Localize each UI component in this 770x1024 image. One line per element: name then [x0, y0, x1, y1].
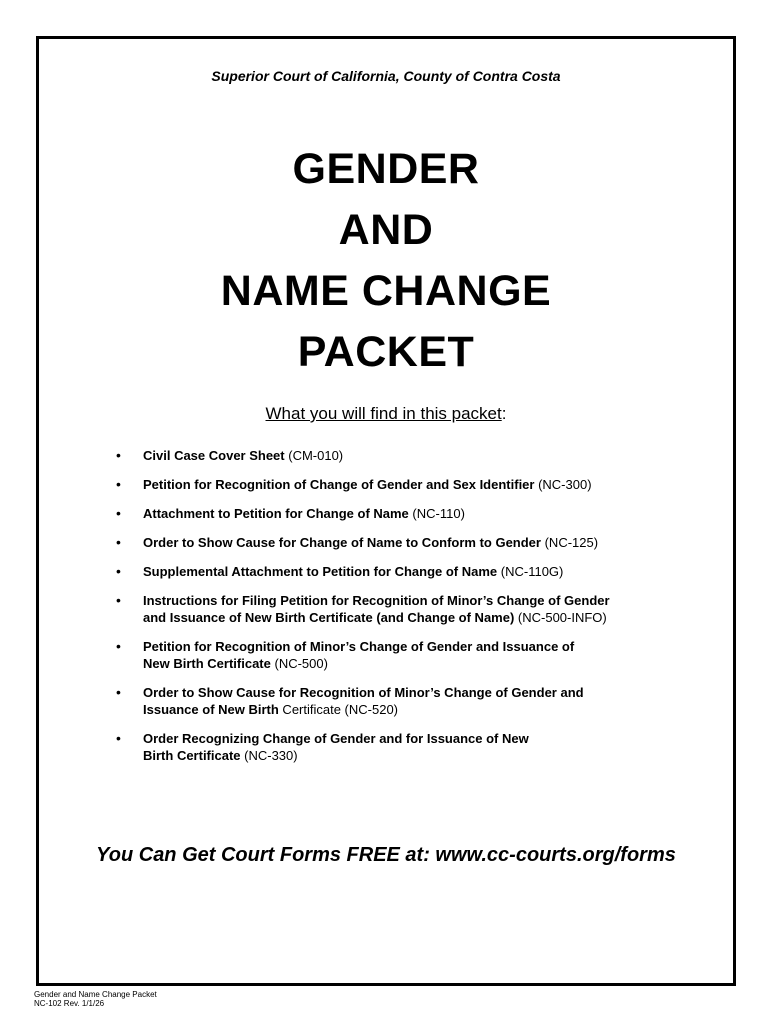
- bullet-icon: •: [116, 730, 121, 746]
- packet-title: [39, 139, 733, 383]
- form-number: (NC-300): [534, 477, 592, 492]
- form-number: Certificate (NC-520): [278, 702, 399, 717]
- form-name: Civil Case Cover Sheet: [143, 448, 285, 463]
- form-number: (NC-500-INFO): [514, 610, 607, 625]
- form-name: Order Recognizing Change of Gender and for Issuance of New: [143, 731, 529, 746]
- form-name: Attachment to Petition for Change of Name: [143, 506, 409, 521]
- form-name: Order to Show Cause for Change of Name to Conform to Gender: [143, 535, 541, 550]
- bullet-icon: •: [116, 534, 121, 550]
- list-item: [116, 730, 673, 764]
- document-border: [36, 36, 736, 986]
- title-line: PACKET: [297, 328, 475, 376]
- contents-heading-text: What you will find in this packet: [265, 404, 502, 423]
- form-name-continued: Issuance of New Birth: [143, 702, 279, 717]
- list-item: [116, 638, 673, 672]
- title-line: NAME CHANGE: [220, 267, 552, 315]
- form-name-continued: Birth Certificate: [143, 748, 241, 763]
- packet-contents-list: [116, 447, 673, 764]
- form-name-continued: New Birth Certificate: [143, 656, 271, 671]
- title-line: AND: [338, 206, 434, 254]
- bullet-icon: •: [116, 505, 121, 521]
- contents-heading-colon: :: [501, 404, 507, 423]
- list-item: [116, 505, 673, 522]
- free-forms-notice: You Can Get Court Forms FREE at: www.cc-courts.org/forms: [96, 844, 676, 866]
- bullet-icon: •: [116, 476, 121, 492]
- form-name: Petition for Recognition of Change of Gender and Sex Identifier: [143, 477, 535, 492]
- form-name: Petition for Recognition of Minor’s Change of Gender and Issuance of: [143, 639, 575, 654]
- page-footer: [34, 990, 157, 1008]
- list-item: [116, 563, 673, 580]
- form-number: (NC-125): [540, 535, 599, 550]
- footer-form-revision: NC-102 Rev. 1/1/26: [34, 999, 105, 1008]
- form-name: Instructions for Filing Petition for Recognition of Minor’s Change of Gender: [143, 593, 610, 608]
- form-name-continued: and Issuance of New Birth Certificate (and Change of Name): [143, 610, 515, 625]
- packet-contents-heading: [39, 404, 733, 424]
- bullet-icon: •: [116, 638, 121, 654]
- list-item: [116, 534, 673, 551]
- title-line: GENDER: [292, 145, 480, 193]
- form-name: Order to Show Cause for Recognition of Minor’s Change of Gender and: [143, 685, 584, 700]
- bullet-icon: •: [116, 563, 121, 579]
- court-name: Superior Court of California, County of Contra Costa: [211, 68, 561, 84]
- list-item: [116, 447, 673, 464]
- bullet-icon: •: [116, 447, 121, 463]
- form-number: (NC-330): [240, 748, 298, 763]
- list-item: [116, 592, 673, 626]
- list-item: [116, 476, 673, 493]
- form-number: (NC-110G): [497, 564, 564, 579]
- footer-title: Gender and Name Change Packet: [34, 990, 157, 999]
- bullet-icon: •: [116, 684, 121, 700]
- form-number: (NC-110): [408, 506, 465, 521]
- form-number: (CM-010): [284, 448, 344, 463]
- form-number: (NC-500): [270, 656, 328, 671]
- bullet-icon: •: [116, 592, 121, 608]
- form-name: Supplemental Attachment to Petition for Change of Name: [143, 564, 498, 579]
- list-item: [116, 684, 673, 718]
